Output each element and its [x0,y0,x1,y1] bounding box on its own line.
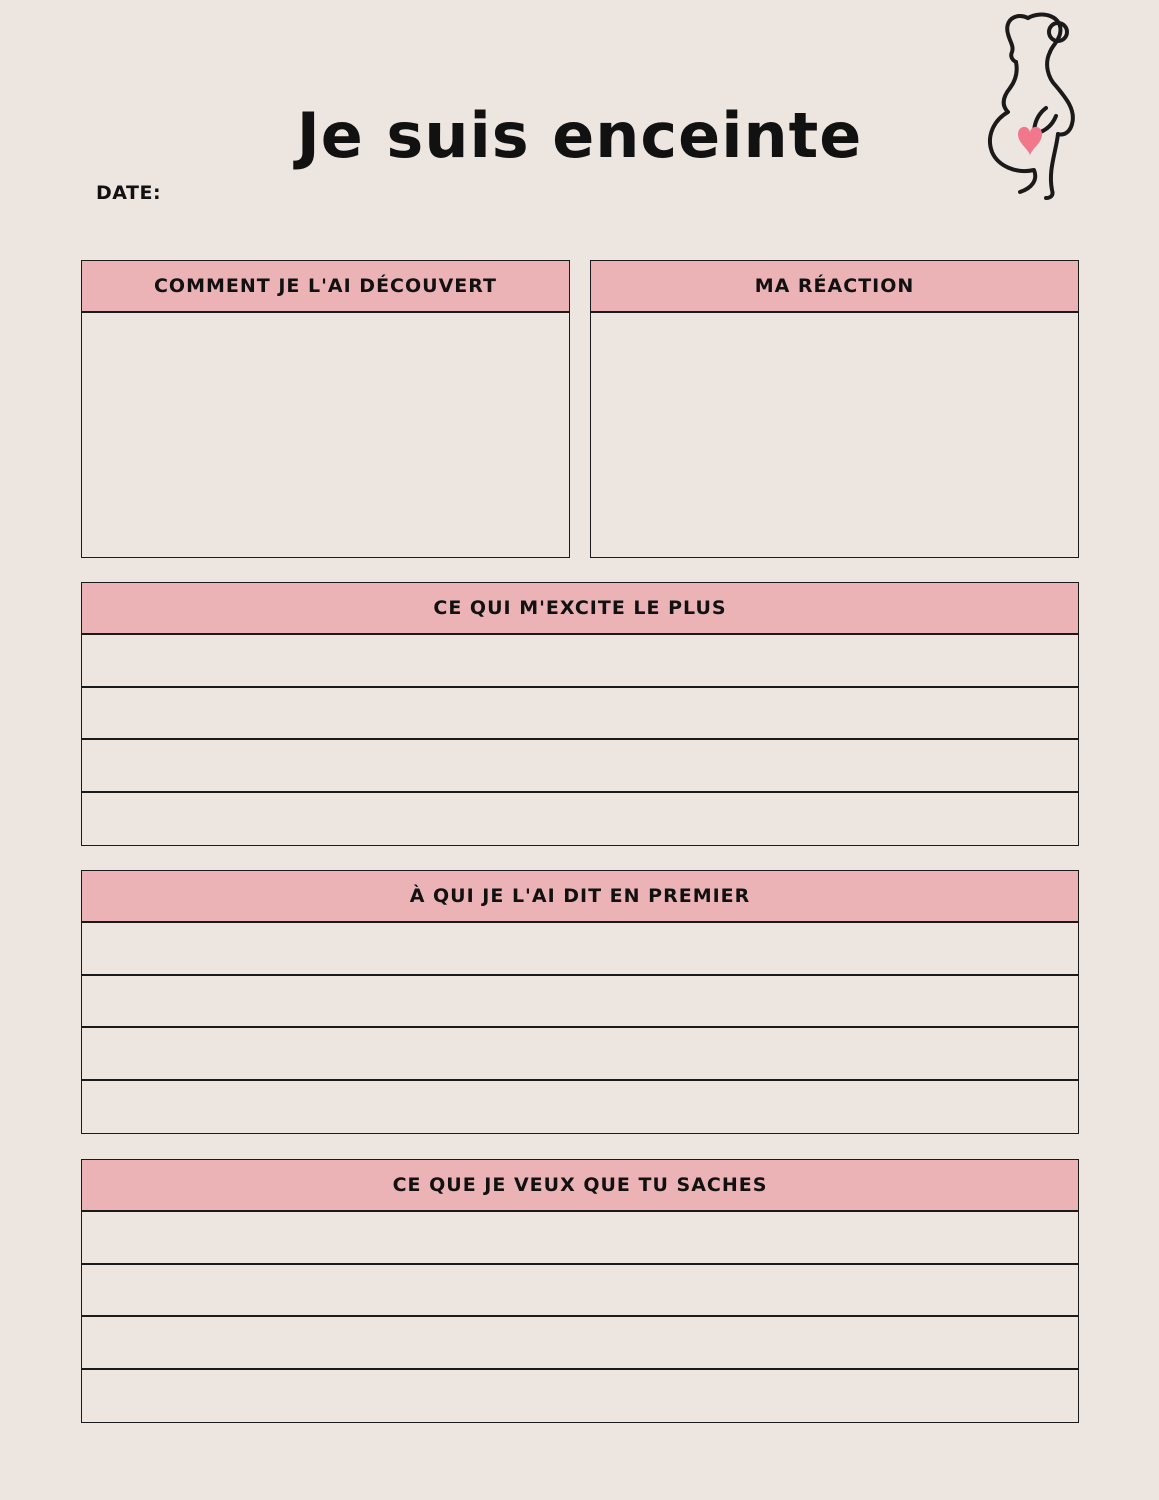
reaction-box [590,260,1079,558]
page-title: Je suis enceinte [296,99,863,172]
excites-heading: CE QUI M'EXCITE LE PLUS [82,583,1078,635]
told-first-lines [82,923,1078,1133]
writing-line[interactable] [82,740,1078,793]
told-first-heading: À QUI JE L'AI DIT EN PREMIER [82,871,1078,923]
date-label: DATE: [96,182,162,204]
writing-line[interactable] [82,688,1078,741]
writing-line[interactable] [82,793,1078,846]
writing-line[interactable] [82,976,1078,1029]
excites-box [81,582,1079,846]
heart-icon [1018,127,1042,156]
writing-line[interactable] [82,1028,1078,1081]
reaction-writing-area[interactable] [591,313,1078,557]
want-you-to-know-box [81,1159,1079,1423]
want-you-to-know-heading: CE QUE JE VEUX QUE TU SACHES [82,1160,1078,1212]
discovery-writing-area[interactable] [82,313,569,557]
writing-line[interactable] [82,1370,1078,1423]
excites-lines [82,635,1078,845]
pregnant-woman-silhouette-icon [972,6,1092,206]
want-you-to-know-lines [82,1212,1078,1422]
writing-line[interactable] [82,923,1078,976]
writing-line[interactable] [82,1212,1078,1265]
told-first-box [81,870,1079,1134]
writing-line[interactable] [82,1265,1078,1318]
writing-line[interactable] [82,635,1078,688]
reaction-heading: MA RÉACTION [591,261,1078,313]
discovery-heading: COMMENT JE L'AI DÉCOUVERT [82,261,569,313]
discovery-box [81,260,570,558]
writing-line[interactable] [82,1317,1078,1370]
writing-line[interactable] [82,1081,1078,1134]
